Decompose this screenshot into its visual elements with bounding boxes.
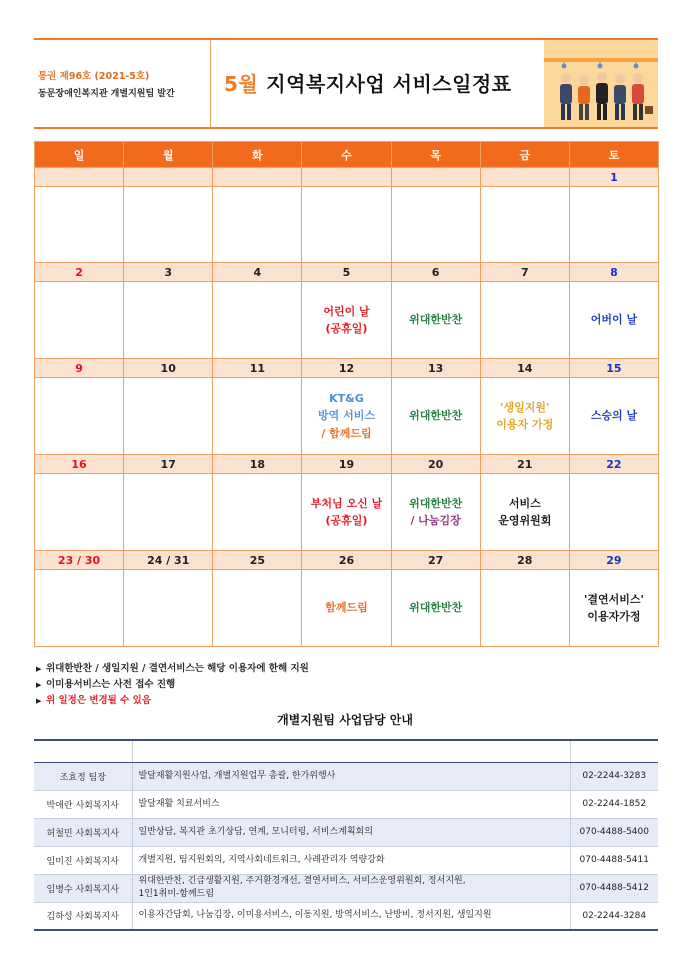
staff-duty-line: 이용자간담회, 나눔김장, 이미용서비스, 이동지원, 방역서비스, 난방비, 정서지원, 생일지원 [138, 910, 492, 921]
day-events-row [35, 570, 659, 647]
date-number [480, 168, 569, 187]
staff-duty [132, 874, 570, 902]
date-number: 3 [124, 263, 213, 282]
day-cell [391, 570, 480, 647]
event-label: KT&G [329, 392, 364, 406]
weekday-thu: 목 [391, 142, 480, 168]
event-label: '생일지원' [500, 400, 550, 414]
schedule-calendar [34, 141, 659, 647]
day-cell [124, 474, 213, 551]
staff-duty [132, 846, 570, 874]
date-number: 18 [213, 455, 302, 474]
date-number-row [35, 455, 659, 474]
staff-phone: 070-4488-5400 [570, 818, 658, 846]
day-cell [213, 378, 302, 455]
date-number: 27 [391, 551, 480, 570]
day-cell [480, 570, 569, 647]
staff-phone: 070-4488-5412 [570, 874, 658, 902]
day-cell [35, 282, 124, 359]
day-cell [480, 282, 569, 359]
staff-duty [132, 762, 570, 790]
staff-header-cell [132, 740, 570, 762]
day-cell [35, 570, 124, 647]
staff-duty [132, 902, 570, 930]
day-events-row [35, 474, 659, 551]
date-number: 19 [302, 455, 391, 474]
page-title [224, 68, 512, 97]
weekday-wed: 수 [302, 142, 391, 168]
day-cell [213, 570, 302, 647]
note-text: 위대한반찬 / 생일지원 / 결연서비스는 해당 이용자에 한해 지원 [46, 663, 309, 674]
note-text: 이미용서비스는 사전 접수 진행 [46, 679, 176, 690]
header-bottom-rule [34, 127, 658, 129]
day-cell [302, 378, 391, 455]
date-number: 2 [35, 263, 124, 282]
day-cell [213, 282, 302, 359]
day-cell [302, 570, 391, 647]
weekday-sat: 토 [569, 142, 658, 168]
day-cell [391, 378, 480, 455]
publisher: 동문장애인복지관 개별지원팀 발간 [38, 89, 175, 99]
day-cell [213, 187, 302, 263]
staff-row [34, 818, 658, 846]
date-number: 24 / 31 [124, 551, 213, 570]
date-number: 7 [480, 263, 569, 282]
event-label: 서비스 [508, 496, 541, 510]
day-events-row [35, 282, 659, 359]
date-number: 20 [391, 455, 480, 474]
day-cell [124, 282, 213, 359]
date-number: 1 [569, 168, 658, 187]
day-cell [569, 378, 658, 455]
event-label: 위대한반찬 [409, 496, 463, 510]
staff-row [34, 762, 658, 790]
staff-row [34, 874, 658, 902]
date-number-row [35, 263, 659, 282]
date-number: 13 [391, 359, 480, 378]
day-events-row [35, 187, 659, 263]
date-number: 14 [480, 359, 569, 378]
date-number: 15 [569, 359, 658, 378]
staff-phone: 070-4488-5411 [570, 846, 658, 874]
event-label: 방역 서비스 [318, 409, 375, 423]
staff-row [34, 902, 658, 930]
date-number: 5 [302, 263, 391, 282]
date-number: 22 [569, 455, 658, 474]
date-number: 21 [480, 455, 569, 474]
staff-row [34, 790, 658, 818]
date-number [302, 168, 391, 187]
header-divider [210, 40, 211, 127]
title-text: 지역복지사업 서비스일정표 [266, 72, 512, 96]
date-number: 17 [124, 455, 213, 474]
note-item [36, 693, 309, 709]
staff-phone: 02-2244-1852 [570, 790, 658, 818]
staff-name: 임미진 사회복지사 [34, 846, 132, 874]
day-cell [391, 187, 480, 263]
date-number: 28 [480, 551, 569, 570]
day-cell [569, 570, 658, 647]
note-item [36, 661, 309, 677]
staff-duty-line: 위대한반찬, 긴급생활지원, 주거환경개선, 결연서비스, 서비스운영위원회, 정서지원, [138, 876, 466, 886]
weekday-sun: 일 [35, 142, 124, 168]
event-label: 어버이 날 [590, 313, 638, 327]
date-number: 4 [213, 263, 302, 282]
staff-name: 박애란 사회복지사 [34, 790, 132, 818]
staff-duty-line: 발달재활지원사업, 개별지원업무 총괄, 한가위행사 [138, 770, 336, 781]
staff-duty-line: 개별지원, 팀지원회의, 지역사회네트워크, 사례관리자 역량강화 [138, 854, 385, 865]
calendar-weeks [35, 168, 659, 647]
event-label: (공휴일) [325, 322, 368, 335]
day-cell [35, 378, 124, 455]
day-cell [569, 187, 658, 263]
day-cell [302, 187, 391, 263]
date-number: 11 [213, 359, 302, 378]
triangle-bullet-icon: ▶ [36, 697, 42, 705]
schedule-notes [36, 661, 309, 709]
event-label: (공휴일) [325, 514, 368, 527]
day-cell [480, 474, 569, 551]
staff-header-cell [570, 740, 658, 762]
event-label: 이용자 가정 [496, 418, 554, 431]
issue-number: 통권 제96호 (2021-5호) [38, 71, 150, 82]
event-label: '결연서비스' [583, 592, 644, 606]
day-cell [391, 474, 480, 551]
note-item [36, 677, 309, 693]
business-people-icon [544, 40, 658, 127]
day-events-row [35, 378, 659, 455]
triangle-bullet-icon: ▶ [36, 665, 42, 673]
date-number: 10 [124, 359, 213, 378]
day-cell [35, 187, 124, 263]
day-cell [480, 187, 569, 263]
title-month: 5월 [224, 72, 259, 96]
date-number: 26 [302, 551, 391, 570]
date-number [391, 168, 480, 187]
date-number-row [35, 551, 659, 570]
weekday-tue: 화 [213, 142, 302, 168]
day-cell [213, 474, 302, 551]
date-number: 6 [391, 263, 480, 282]
newsletter-header [34, 38, 658, 130]
staff-duty [132, 818, 570, 846]
event-label: / 함께드림 [321, 426, 372, 440]
day-cell [124, 570, 213, 647]
day-cell [569, 474, 658, 551]
staff-header-cell [34, 740, 132, 762]
event-label: 어린이 날 [323, 304, 370, 318]
event-label: 위대한반찬 [409, 601, 463, 615]
date-number [213, 168, 302, 187]
staff-name: 김하성 사회복지사 [34, 902, 132, 930]
day-cell [391, 282, 480, 359]
triangle-bullet-icon: ▶ [36, 681, 42, 689]
day-cell [124, 187, 213, 263]
staff-duty-line: 일반상담, 복지관 초기상담, 연계, 모니터링, 서비스계획회의 [138, 826, 373, 837]
day-cell [302, 282, 391, 359]
date-number: 29 [569, 551, 658, 570]
event-label: 운영위원회 [498, 514, 552, 527]
date-number: 8 [569, 263, 658, 282]
date-number: 23 / 30 [35, 551, 124, 570]
day-cell [569, 282, 658, 359]
staff-phone: 02-2244-3284 [570, 902, 658, 930]
staff-name: 허철민 사회복지사 [34, 818, 132, 846]
date-number: 25 [213, 551, 302, 570]
date-number: 9 [35, 359, 124, 378]
staff-duty-line: 1인1취미-함께드림 [138, 889, 215, 899]
staff-row [34, 846, 658, 874]
staff-rows [34, 762, 658, 930]
weekday-header-row [35, 142, 659, 168]
day-cell [124, 378, 213, 455]
staff-section-title: 개별지원팀 사업담당 안내 [277, 713, 413, 727]
day-cell [35, 474, 124, 551]
staff-duty-line: 발달재활 치료서비스 [138, 798, 220, 809]
date-number-row [35, 168, 659, 187]
date-number-row [35, 359, 659, 378]
staff-duty [132, 790, 570, 818]
day-cell [302, 474, 391, 551]
event-label: 스승의 날 [590, 409, 638, 423]
event-label: 이용자가정 [587, 610, 641, 623]
event-label: 위대한반찬 [409, 313, 463, 327]
day-cell [480, 378, 569, 455]
business-people-illustration [544, 40, 658, 127]
date-number [124, 168, 213, 187]
staff-phone: 02-2244-3283 [570, 762, 658, 790]
date-number: 12 [302, 359, 391, 378]
event-label: 부처님 오신 날 [310, 496, 383, 510]
event-label: 위대한반찬 [409, 409, 463, 423]
weekday-mon: 월 [124, 142, 213, 168]
staff-header-row [34, 740, 658, 762]
date-number: 16 [35, 455, 124, 474]
note-text: 위 일정은 변경될 수 있음 [46, 695, 151, 706]
staff-table [34, 739, 658, 931]
staff-name: 조효정 팀장 [34, 762, 132, 790]
event-label: / 나눔김장 [410, 514, 461, 527]
event-label: 함께드림 [325, 601, 368, 615]
date-number [35, 168, 124, 187]
staff-name: 임병수 사회복지사 [34, 874, 132, 902]
weekday-fri: 금 [480, 142, 569, 168]
